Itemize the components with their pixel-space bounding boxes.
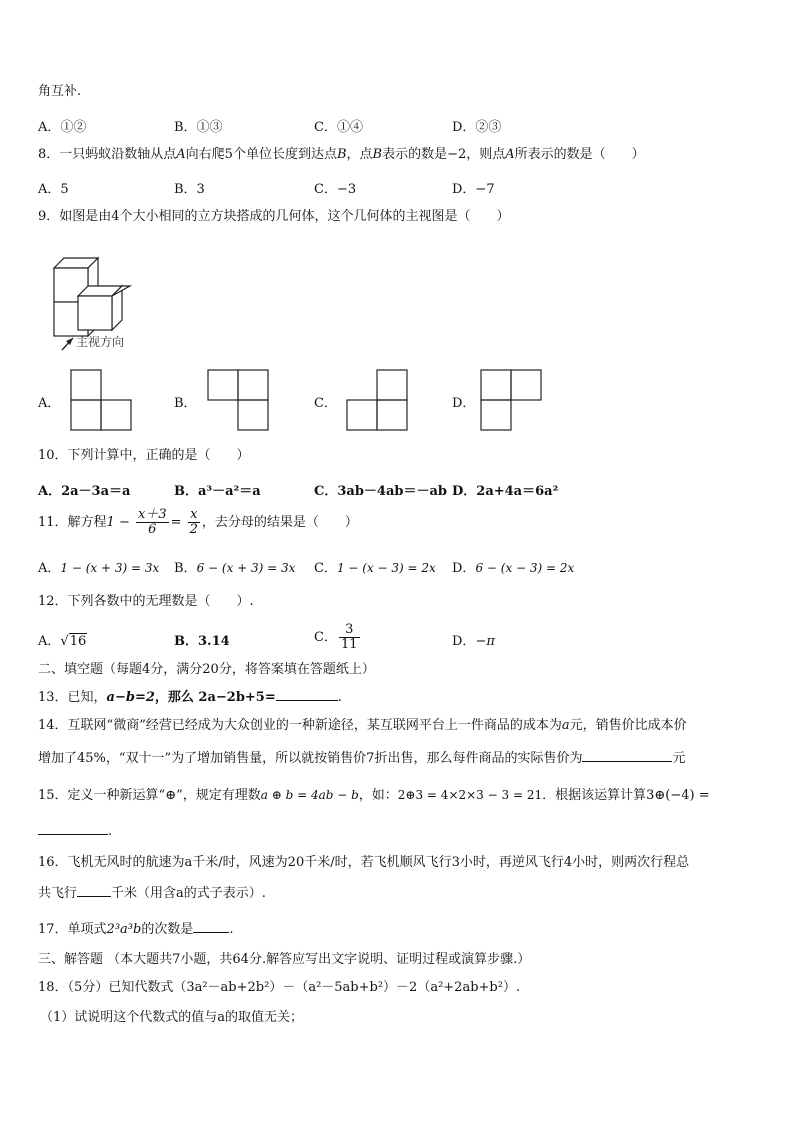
q12-option-b[interactable]: B．3.14: [174, 634, 230, 649]
q10-stem: 10．下列计算中，正确的是（ ）: [38, 448, 250, 463]
q9-option-a-letter[interactable]: A．: [38, 396, 61, 411]
q10-option-a[interactable]: A．2a－3a＝a: [38, 484, 131, 499]
q10-option-c[interactable]: C．3ab－4ab＝－ab: [314, 484, 447, 499]
q11-option-a[interactable]: A．1 − (x + 3) = 3x: [38, 561, 160, 576]
q9-option-d-figure[interactable]: [480, 369, 542, 431]
q9-option-a-figure[interactable]: [70, 369, 132, 431]
q8-option-c[interactable]: C．−3: [314, 182, 357, 197]
q11-option-c[interactable]: C．1 − (x − 3) = 2x: [314, 561, 436, 576]
q14-answer-blank[interactable]: [582, 749, 672, 762]
q15-answer-blank[interactable]: [38, 822, 108, 835]
q11-option-b[interactable]: B．6 − (x + 3) = 3x: [174, 561, 296, 576]
q13-stem: 13．已知，a−b=2，那么 2a−2b+5= .: [38, 690, 342, 705]
q7-option-d[interactable]: D．②③: [452, 120, 502, 135]
q9-stem: 9．如图是由4个大小相同的立方块搭成的几何体，这个几何体的主视图是（ ）: [38, 209, 510, 224]
q7-option-a[interactable]: A．①②: [38, 120, 87, 135]
q15-line1: 15．定义一种新运算“⊕”，规定有理数a ⊕ b = 4ab − b，如：2⊕3 = 4×2×3 − 3 = 21．根据该运算计算3⊕(−4) =: [38, 788, 710, 803]
q9-option-c-letter[interactable]: C．: [314, 396, 337, 411]
q11-fraction-left: $\frac{x+3}{6}$: [137, 507, 167, 537]
q12-stem: 12．下列各数中的无理数是（ ）.: [38, 594, 254, 609]
q8-option-d[interactable]: D．−7: [452, 182, 495, 197]
view-direction-label: 主视方向: [76, 335, 125, 349]
section-2-heading: 二、填空题（每题4分，满分20分，将答案填在答题纸上）: [38, 662, 375, 677]
q8-option-b[interactable]: B．3: [174, 182, 205, 197]
q14-line1: 14．互联网“微商”经营已经成为大众创业的一种新途径，某互联网平台上一件商品的成本为a元，销售价比成本价: [38, 718, 687, 733]
fragment-text: 角互补.: [38, 84, 82, 99]
q9-option-b-figure[interactable]: [207, 369, 269, 431]
q12-option-d[interactable]: D．−π: [452, 634, 495, 649]
q12-option-c[interactable]: C． $\frac{3}{11}$: [314, 622, 358, 652]
section-3-heading: 三、解答题 （本大题共7小题，共64分.解答应写出文字说明、证明过程或演算步骤.）: [38, 952, 531, 967]
q17-answer-blank[interactable]: [193, 920, 229, 933]
q9-option-c-figure[interactable]: [346, 369, 408, 431]
q18-subquestion-1: （1）试说明这个代数式的值与a的取值无关；: [40, 1010, 304, 1025]
q16-line1: 16．飞机无风时的航速为a千米/时，风速为20千米/时，若飞机顺风飞行3小时，再逆风飞行4小时，则两次行程总: [38, 855, 690, 870]
q16-line2: 共飞行 千米（用含a的式子表示）.: [38, 886, 266, 901]
q16-answer-blank[interactable]: [77, 884, 111, 897]
q9-option-d-letter[interactable]: D．: [452, 396, 476, 411]
q8-stem: 8．一只蚂蚁沿数轴从点A向右爬5个单位长度到达点B，点B表示的数是−2，则点A所表示的数是（ ）: [38, 147, 645, 162]
q15-line2: .: [38, 822, 112, 840]
q10-option-d[interactable]: D．2a+4a＝6a²: [452, 484, 559, 499]
q7-option-b[interactable]: B．①③: [174, 120, 223, 135]
q10-option-b[interactable]: B．a³－a²＝a: [174, 484, 261, 499]
q9-option-b-letter[interactable]: B．: [174, 396, 197, 411]
q7-option-c[interactable]: C．①④: [314, 120, 363, 135]
q17-stem: 17．单项式2³a³b的次数是 .: [38, 922, 234, 937]
q11-fraction-right: $\frac{x}{2}$: [189, 507, 198, 537]
q12-option-a[interactable]: A．√16: [38, 634, 87, 649]
q11-stem: 11．解方程1 − $\frac{x+3}{6}$ = $\frac{x}{2}$ ，去分母的结果是（ ）: [38, 507, 358, 537]
q9-solid-figure: [40, 238, 140, 363]
q18-stem: 18．（5分）已知代数式（3a²－ab+2b²）－（a²－5ab+b²）－2（a²+2ab+b²）.: [38, 980, 521, 995]
q13-answer-blank[interactable]: [276, 688, 338, 701]
q11-option-d[interactable]: D．6 − (x − 3) = 2x: [452, 561, 575, 576]
q14-line2: 增加了45%，“双十一”为了增加销售量，所以就按销售价7折出售，那么每件商品的实际售价为 元: [38, 751, 686, 766]
q8-option-a[interactable]: A．5: [38, 182, 69, 197]
